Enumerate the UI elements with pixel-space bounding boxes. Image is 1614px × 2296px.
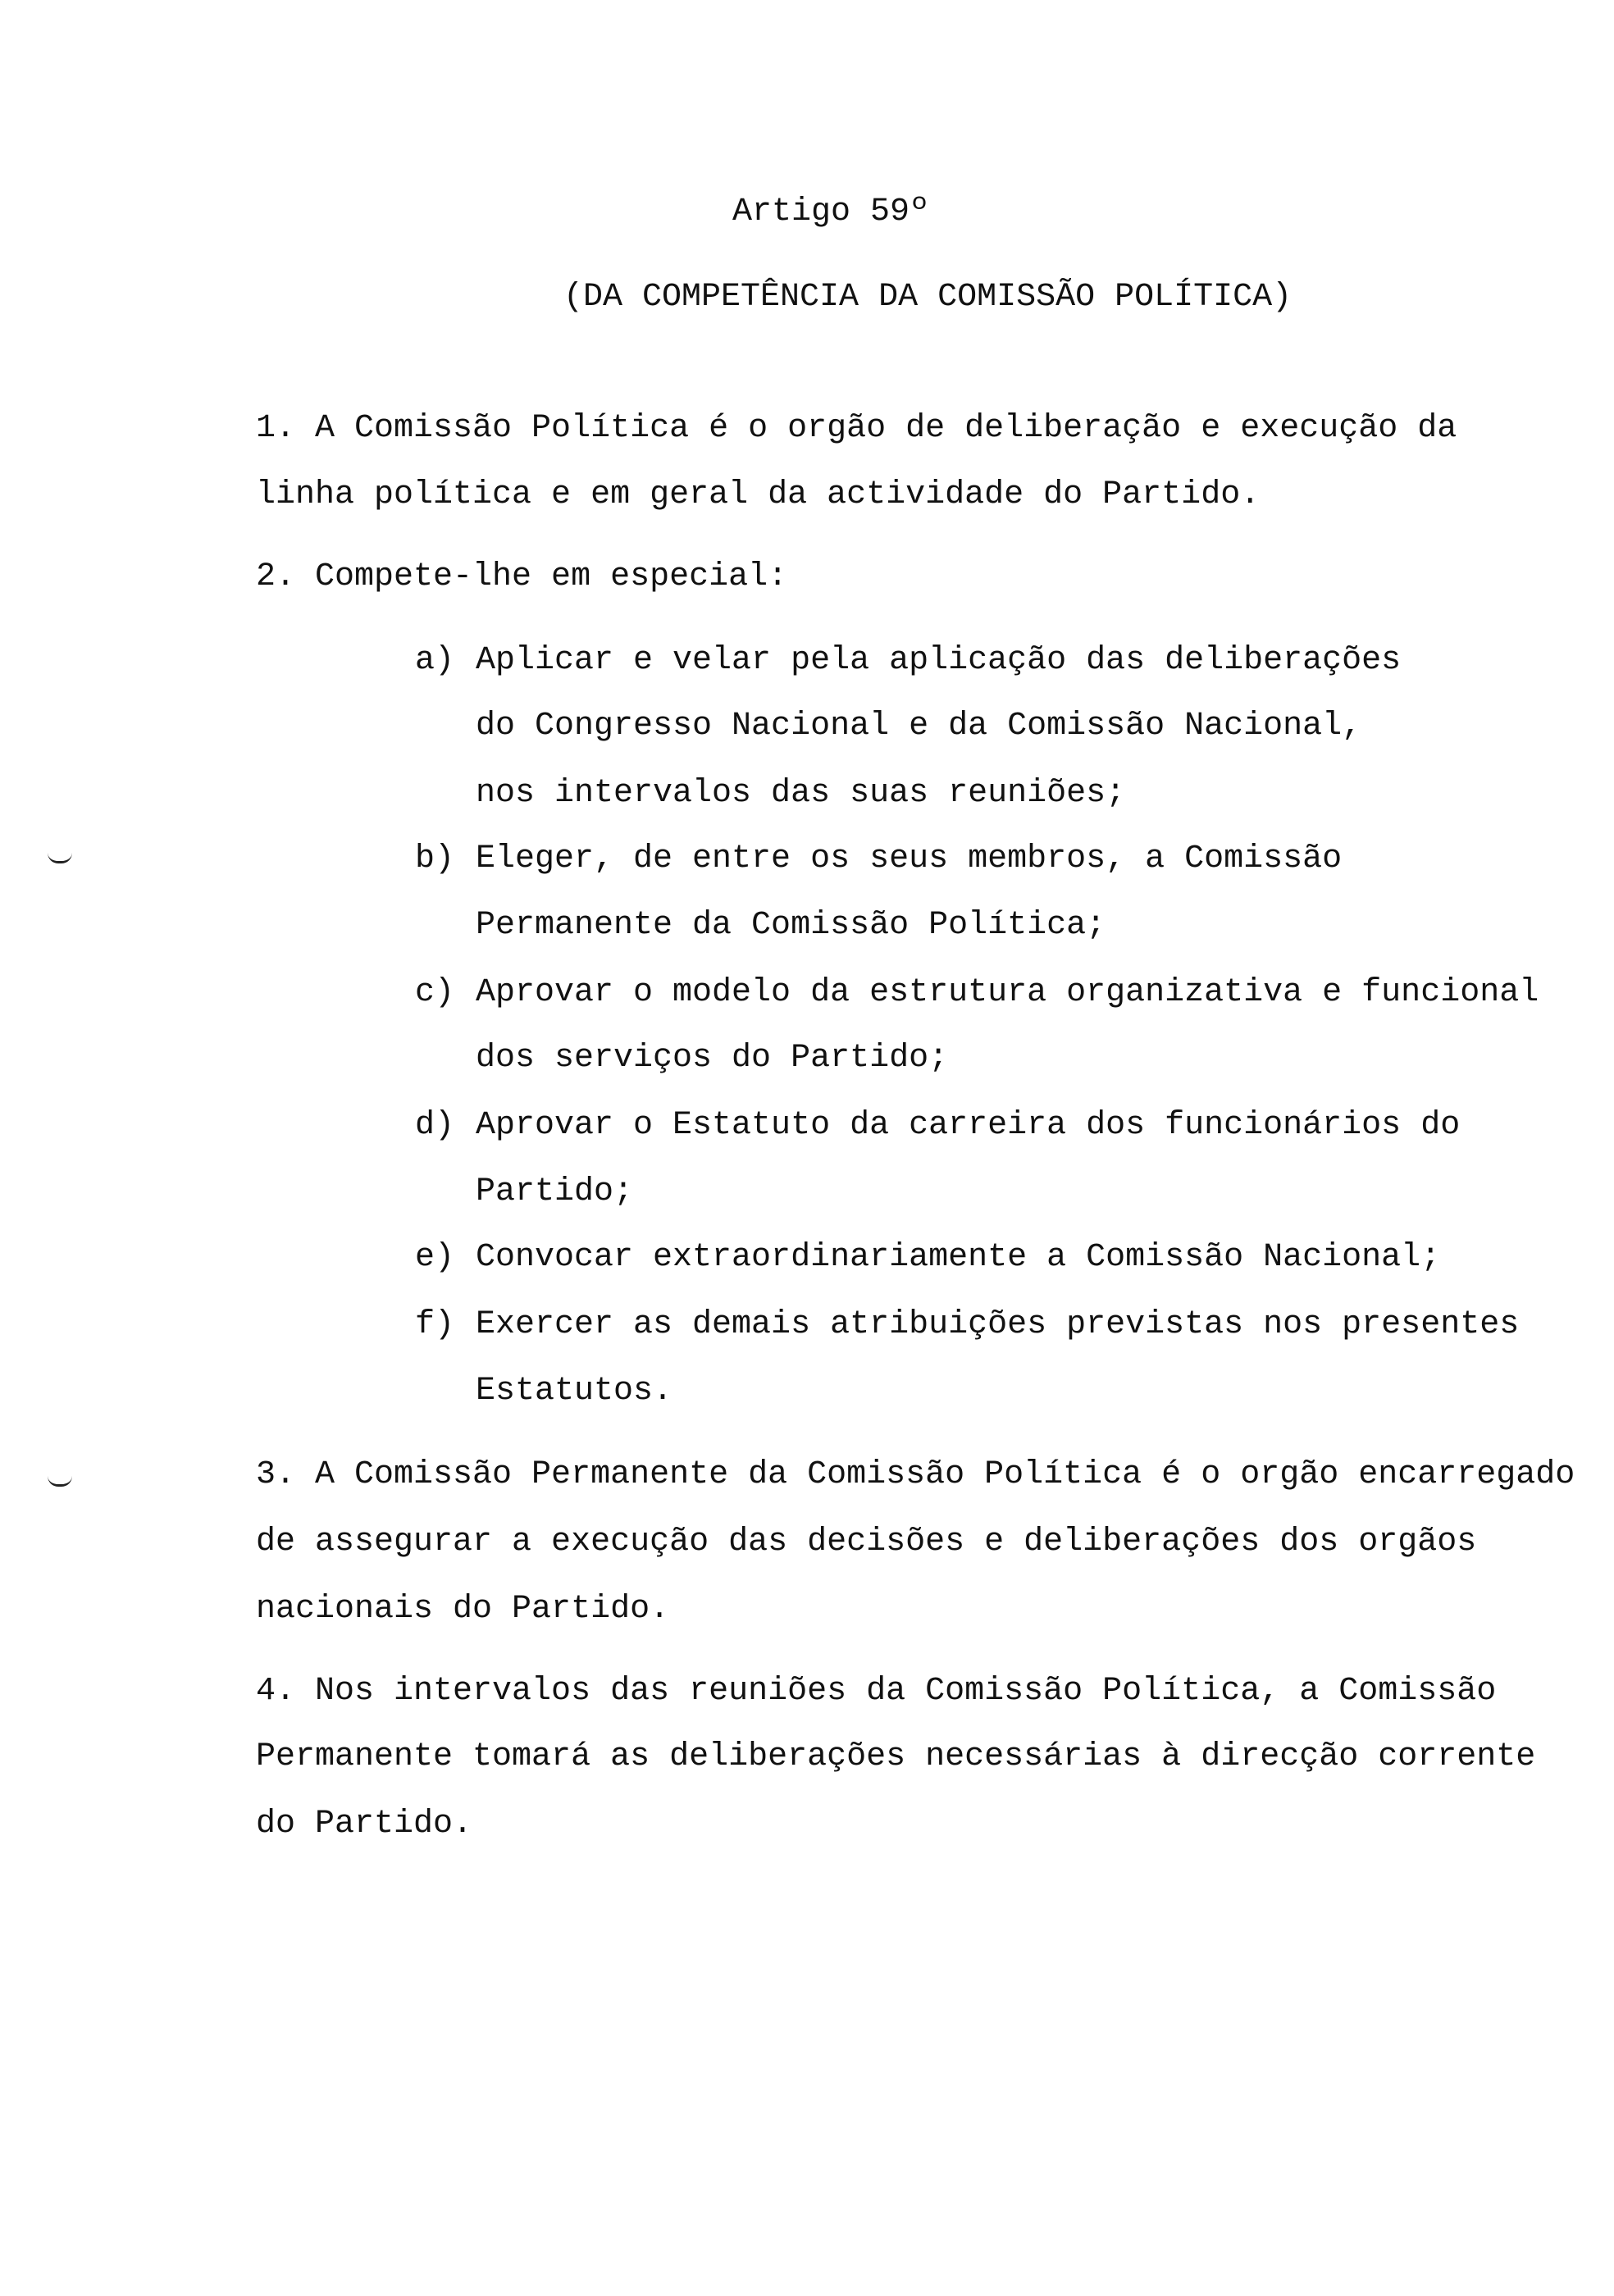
item-line: Aprovar o modelo da estrutura organizativa e funcional — [476, 974, 1539, 1011]
paragraph-4-line: do Partido. — [256, 1806, 473, 1843]
item-letter: e) — [415, 1239, 455, 1276]
article-title: Artigo 59º — [732, 194, 930, 230]
paragraph-2: 2. Compete-lhe em especial: — [256, 558, 788, 595]
item-line: Partido; — [476, 1173, 634, 1210]
article-subtitle: (DA COMPETÊNCIA DA COMISSÃO POLÍTICA) — [563, 279, 1293, 316]
paragraph-1-line: linha política e em geral da actividade do Partido. — [256, 476, 1261, 513]
item-line: Convocar extraordinariamente a Comissão Nacional; — [476, 1239, 1441, 1276]
item-line: Eleger, de entre os seus membros, a Comissão — [476, 840, 1343, 877]
item-line: Estatutos. — [476, 1373, 673, 1410]
item-line: do Congresso Nacional e da Comissão Nacional, — [476, 708, 1362, 745]
item-line: nos intervalos das suas reuniões; — [476, 775, 1126, 812]
paragraph-3-line: 3. A Comissão Permanente da Comissão Política é o orgão encarregado — [256, 1456, 1575, 1493]
paragraph-1-line: 1. A Comissão Política é o orgão de deliberação e execução da — [256, 410, 1457, 447]
item-letter: a) — [415, 642, 455, 679]
binder-hole-mark — [48, 853, 72, 863]
item-letter: d) — [415, 1107, 455, 1144]
item-line: dos serviços do Partido; — [476, 1040, 949, 1077]
item-line: Permanente da Comissão Política; — [476, 907, 1106, 944]
item-line: Exercer as demais atribuições previstas nos presentes — [476, 1306, 1520, 1343]
binder-hole-mark — [48, 1476, 72, 1487]
paragraph-3-line: nacionais do Partido. — [256, 1591, 670, 1628]
item-line: Aprovar o Estatuto da carreira dos funcionários do — [476, 1107, 1461, 1144]
paragraph-3-line: de assegurar a execução das decisões e deliberações dos orgãos — [256, 1524, 1477, 1560]
item-line: Aplicar e velar pela aplicação das deliberações — [476, 642, 1402, 679]
paragraph-4-line: 4. Nos intervalos das reuniões da Comissão Política, a Comissão — [256, 1673, 1497, 1710]
item-letter: b) — [415, 840, 455, 877]
paragraph-4-line: Permanente tomará as deliberações necessárias à direcção corrente — [256, 1738, 1536, 1775]
item-letter: c) — [415, 974, 455, 1011]
item-letter: f) — [415, 1306, 455, 1343]
